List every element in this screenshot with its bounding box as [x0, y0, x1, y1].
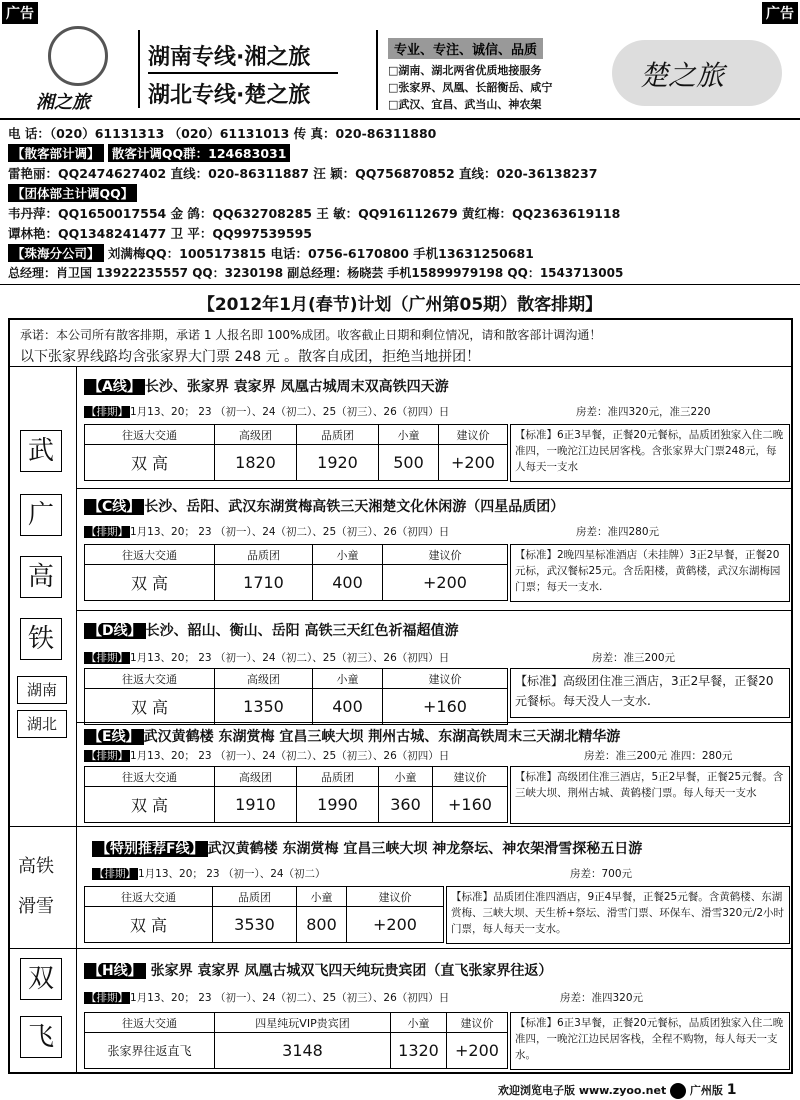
room-diff: 房差：准三200元 准四：280元 — [584, 750, 733, 762]
plan-title: 【2012年1月(春节)计划（广州第05期）散客排期】 — [197, 295, 603, 315]
route-label: 【H线】 — [84, 963, 146, 979]
note: 以下张家界线路均含张家界大门票 248 元 。散客自成团，拒绝当地拼团！ — [20, 349, 481, 365]
route-f-title: 【特别推荐F线】 武汉黄鹤楼 东湖赏梅 宜昌三峡大坝 神龙祭坛、神农架滑雪探秘五日游 — [92, 838, 642, 858]
route-label: 【D线】 — [84, 623, 146, 639]
route-a-title: 【A线】 长沙、张家界 袁家界 凤凰古城周末双高铁四天游 — [84, 376, 449, 396]
manager-line: 总经理：肖卫国 13922235557 QQ：3230198 副总经理：杨晓芸 手机15899979198 QQ：1543713005 — [8, 266, 624, 280]
room-diff: 房差：700元 — [570, 868, 633, 880]
header-title-hunan: 湖南专线·湘之旅 — [148, 45, 311, 70]
header-title-hubei: 湖北专线·楚之旅 — [148, 83, 311, 108]
section-tag: 【珠海分公司】 — [8, 244, 104, 262]
section-tag: 【团体部主计调QQ】 — [8, 184, 137, 202]
phone-line: 电 话：（020）61131313 （020）61131013 传 真：020-86311880 — [8, 126, 437, 141]
route-h-title: 【H线】 张家界 袁家界 凤凰古城双飞四天纯玩贵宾团（直飞张家界往返） — [84, 960, 552, 980]
room-diff: 房差：准四280元 — [576, 526, 660, 538]
route-schedule: 【排期】 1月13、20； 23 （初一）、24（初二）、25（初三）、26（初四）日 — [86, 526, 450, 538]
route-schedule: 【排期】 1月13、20； 23 （初一）、24（初二）、25（初三）、26（初四）日 — [86, 406, 450, 418]
price-table: 往返大交通 品质团 小童 建议价 双 高 1710 400 +200 — [84, 544, 508, 601]
ad-label-left: 广告 — [2, 2, 38, 24]
route-d-title: 【D线】 长沙、韶山、衡山、岳阳 高铁三天红色祈福超值游 — [84, 620, 459, 640]
slogan: 专业、专注、诚信、品质 — [388, 38, 543, 59]
side-char: 铁 — [20, 618, 62, 660]
footer-text: 欢迎浏览电子版 www.zyoo.net 广州版 1 — [498, 1082, 737, 1098]
route-standard: 【标准】高级团住准三酒店，3正2早餐，正餐20元餐标。每天没人一支水. — [510, 668, 790, 718]
price-table: 往返大交通 四星纯玩VIP贵宾团 小童 建议价 张家界往返直飞 3148 1320 +200 — [84, 1012, 508, 1069]
price-table: 往返大交通 品质团 小童 建议价 双 高 3530 800 +200 — [84, 886, 444, 943]
contact-line: 雷艳丽：QQ2474627402 直线：020-86311887 汪 颖：QQ756870852 直线：020-36138237 — [8, 166, 598, 181]
side-label: 滑雪 — [18, 896, 54, 917]
contact-line: 韦丹萍：QQ1650017554 金 鸽：QQ632708285 王 敏：QQ916112679 黄红梅：QQ2363619118 — [8, 206, 621, 221]
route-standard: 【标准】6正3早餐，正餐20元餐标，品质团独家入住二晚准四，一晚沱江边民居客栈，全程不购物，每人每天一支水。 — [510, 1012, 790, 1070]
service-line: □湖南、湖北两省优质地接服务 — [388, 64, 542, 77]
route-schedule: 【排期】 1月13、20； 23 （初一）、24（初二） — [94, 868, 326, 880]
side-char: 飞 — [20, 1016, 62, 1058]
side-label: 高铁 — [18, 856, 54, 877]
price-table: 往返大交通 高级团 品质团 小童 建议价 双 高 1910 1990 360 +160 — [84, 766, 508, 823]
route-schedule: 【排期】 1月13、20； 23 （初一）、24（初二）、25（初三）、26（初四）日 — [86, 992, 450, 1004]
route-label: 【特别推荐F线】 — [92, 841, 208, 857]
company-logo-icon — [48, 26, 108, 86]
route-standard: 【标准】6正3早餐，正餐20元餐标，品质团独家入住二晚准四，一晚沱江边民居客栈。含张家界大门票248元，每人每天一支水 — [510, 424, 790, 482]
route-label: 【E线】 — [84, 729, 144, 745]
side-char: 武 — [20, 430, 62, 472]
route-schedule: 【排期】 1月13、20； 23 （初一）、24（初二）、25（初三）、26（初四）日 — [86, 750, 450, 762]
right-logo: 楚之旅 — [640, 59, 725, 92]
room-diff: 房差：准四320元 — [560, 992, 644, 1004]
route-schedule: 【排期】 1月13、20； 23 （初一）、24（初二）、25（初三）、26（初四）日 — [86, 652, 450, 664]
price-table: 往返大交通 高级团 品质团 小童 建议价 双 高 1820 1920 500 +200 — [84, 424, 508, 481]
side-char: 双 — [20, 958, 62, 1000]
note: 承诺：本公司所有散客排期，承诺 1 人报名即 100%成团。收客截止日期和剩位情况，请和散客部计调沟通！ — [20, 328, 602, 342]
room-diff: 房差：准三200元 — [592, 652, 676, 664]
route-label: 【C线】 — [84, 499, 144, 515]
ad-label-right: 广告 — [762, 2, 798, 24]
section-tag: 【散客部计调】 — [8, 144, 104, 162]
contact-line: 谭林艳：QQ1348241477 卫 平：QQ997539595 — [8, 226, 312, 241]
route-c-title: 【C线】 长沙、岳阳、武汉东湖赏梅高铁三天湘楚文化休闲游（四星品质团） — [84, 496, 564, 516]
side-char: 高 — [20, 556, 62, 598]
contact-row — [8, 144, 290, 162]
route-e-title: 【E线】 武汉黄鹤楼 东湖赏梅 宜昌三峡大坝 荆州古城、东湖高铁周末三天湖北精华游 — [84, 726, 620, 746]
service-line: □武汉、宜昌、武当山、神农架 — [388, 98, 542, 111]
route-label: 【A线】 — [84, 379, 145, 395]
logo-icon — [670, 1083, 686, 1099]
room-diff: 房差：准四320元，准三220 — [576, 406, 711, 418]
side-char: 广 — [20, 494, 62, 536]
side-label-hubei: 湖北 — [17, 710, 67, 738]
logo-text: 湘之旅 — [36, 92, 90, 113]
service-line: □张家界、凤凰、长韶衡岳、咸宁 — [388, 81, 553, 94]
branch-contact: 刘满梅QQ：1005173815 电话：0756-6170800 手机13631250681 — [107, 246, 534, 261]
route-standard: 【标准】高级团住准三酒店，5正2早餐，正餐25元餐。含三峡大坝、荆州古城、黄鹤楼门票。每人每天一支水 — [510, 766, 790, 824]
price-table: 往返大交通 高级团 小童 建议价 双 高 1350 400 +160 — [84, 668, 508, 725]
route-standard: 【标准】品质团住准四酒店，9正4早餐，正餐25元餐。含黄鹤楼、东湖赏梅、三峡大坝、天生桥+祭坛、滑雪门票、环保车、滑雪320元/2小时门票，每人每天一支水。 — [446, 886, 790, 944]
side-label-hunan: 湖南 — [17, 676, 67, 704]
route-standard: 【标准】2晚四星标准酒店（未挂牌）3正2早餐，正餐20元标，武汉餐标25元。含岳阳楼，黄鹤楼，武汉东湖梅园门票；每天一支水. — [510, 544, 790, 602]
qq-group: 散客计调QQ群：124683031 — [108, 144, 291, 162]
